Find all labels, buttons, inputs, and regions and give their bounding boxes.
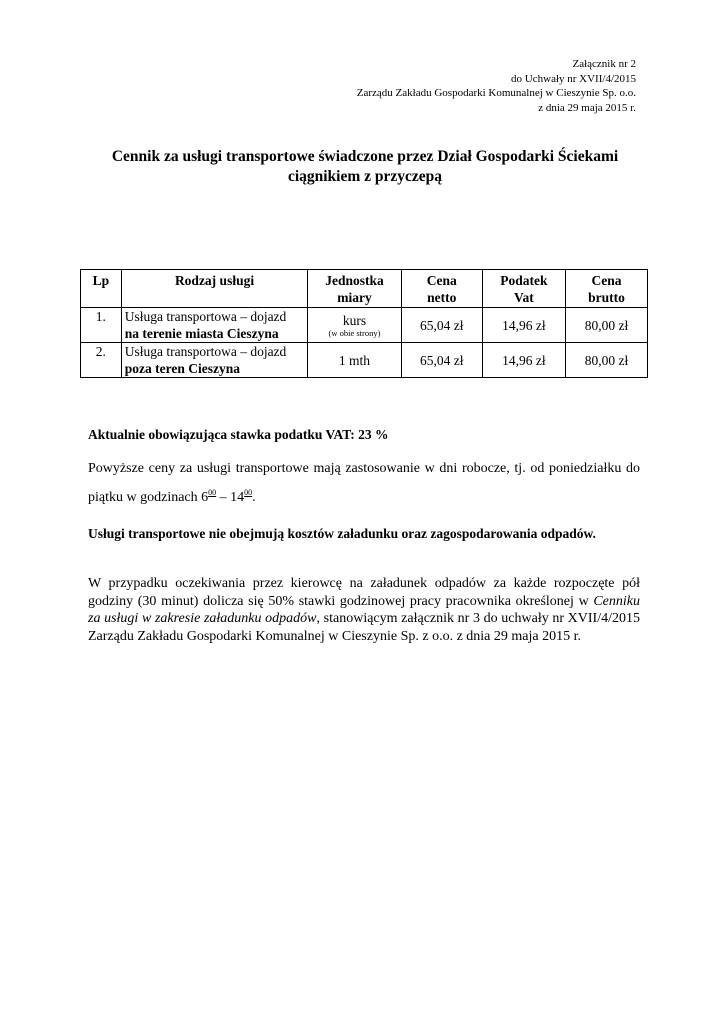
header-net-l2: netto [427, 290, 457, 305]
waiting-fee-note [88, 575, 640, 645]
row-service [121, 343, 308, 378]
header-unit [308, 270, 401, 308]
row-service [121, 308, 308, 343]
service-line-1: Usługa transportowa – dojazd [124, 344, 287, 359]
header-net-l1: Cena [426, 273, 457, 288]
row-gross-price: 80,00 zł [566, 308, 648, 343]
header-vat-l1: Podatek [500, 273, 548, 288]
row-lp: 2. [81, 343, 122, 378]
table-header-row [81, 270, 648, 308]
days-sup-b: 00 [244, 488, 253, 497]
header-resolution-line: do Uchwały nr XVII/4/2015 [511, 72, 636, 85]
header-gross [566, 270, 648, 308]
days-text-b: – 14 [216, 490, 245, 505]
waiting-text-b: , stanowiącym załącznik nr 3 do uchwały nr XVII/4/2015 Zarządu Zakładu Gospodarki Komunalnej w Cieszynie Sp. z o.o. z dnia 29 maja 2015 r. [88, 611, 641, 644]
row-lp: 1. [81, 308, 122, 343]
header-lp: Lp [81, 270, 122, 308]
unit-note: (w obie strony) [328, 327, 381, 338]
header-vat-l2: Vat [514, 290, 534, 305]
row-net-price: 65,04 zł [401, 308, 482, 343]
header-net [401, 270, 482, 308]
row-gross-price: 80,00 zł [566, 343, 648, 378]
days-text-a: Powyższe ceny za usługi transportowe mają zastosowanie w dni robocze, tj. od poniedziałku do piątku w godzinach 6 [88, 461, 640, 505]
header-annex-line: Załącznik nr 2 [572, 58, 636, 70]
row-vat: 14,96 zł [482, 343, 565, 378]
row-net-price: 65,04 zł [401, 343, 482, 378]
service-line-2: poza teren Cieszyna [124, 361, 240, 376]
row-vat: 14,96 zł [482, 308, 565, 343]
days-sup-a: 00 [208, 488, 217, 497]
title-line-1: Cennik za usługi transportowe świadczone przez Dział Gospodarki Ściekami [111, 148, 619, 165]
service-line-2: na terenie miasta Cieszyna [124, 326, 279, 341]
header-gross-l1: Cena [591, 273, 622, 288]
unit-value: 1 mth [338, 352, 371, 368]
header-board-line: Zarządu Zakładu Gospodarki Komunalnej w Cieszynie Sp. o.o. [356, 87, 636, 99]
page-title [80, 147, 650, 187]
title-line-2: ciągnikiem z przyczepą [287, 168, 443, 185]
table-row [81, 343, 648, 378]
service-line-1: Usługa transportowa – dojazd [124, 309, 287, 324]
working-days-note [88, 457, 640, 510]
waiting-text-a: W przypadku oczekiwania przez kierowcę na załadunek odpadów za każde rozpoczęte pół godziny (30 minut) dolicza się 50% stawki godzinowej pracy pracownika określonej w [88, 576, 640, 609]
vat-rate-note: Aktualnie obowiązująca stawka podatku VAT: 23 % [88, 427, 389, 442]
price-table [80, 269, 648, 378]
header-date-line: z dnia 29 maja 2015 r. [538, 101, 636, 114]
table-row [81, 308, 648, 343]
header-unit-l1: Jednostka [325, 273, 384, 288]
header-service: Rodzaj usługi [121, 270, 308, 308]
header-gross-l2: brutto [588, 290, 625, 305]
unit-value: kurs [342, 312, 367, 328]
row-unit [308, 308, 401, 343]
row-unit [308, 343, 401, 378]
header-vat [482, 270, 565, 308]
days-text-c: . [252, 490, 256, 505]
waiting-italic-ref: Cenniku za usługi w zakresie załadunku odpadów [88, 593, 640, 626]
header-unit-l2: miary [337, 290, 372, 305]
exclusion-note: Usługi transportowe nie obejmują kosztów załadunku oraz zagospodarowania odpadów. [88, 526, 596, 541]
document-header [357, 57, 636, 115]
